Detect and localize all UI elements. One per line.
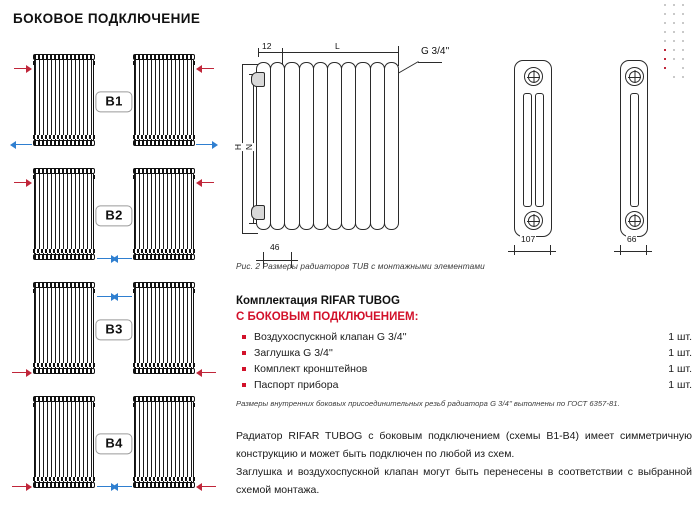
dim-label-N: N [244,143,255,151]
scheme-b3 [0,276,228,384]
page-title: БОКОВОЕ ПОДКЛЮЧЕНИЕ [13,11,201,26]
plug-icon [251,205,265,220]
radiator-bottom-lobes [256,217,398,230]
thread-nut-icon [625,211,644,230]
arrow-red-in-right [196,178,214,187]
arrow-red-in-right [196,482,216,491]
scheme-b1 [0,48,228,156]
bullet-icon [242,367,246,371]
dot [673,13,675,15]
radiator-graphic [133,168,195,260]
kit-item-row [236,345,692,361]
dot [664,4,666,6]
side-profile-3-column [514,60,552,237]
dim-label-66: 66 [627,234,637,244]
radiator-graphic [133,282,195,374]
dim-label-46: 46 [270,242,280,252]
standards-note: Размеры внутренних боковых присоединительных резьб радиатора G 3/4’’ выполнены по ГОСТ 6357-81. [236,399,620,408]
dot [673,4,675,6]
thread-nut-icon [625,67,644,86]
scheme-label-b1: В1 [95,91,132,112]
dim-label-12: 12 [262,41,272,51]
radiator-graphic [33,168,95,260]
paragraph-symmetry: Радиатор RIFAR TUBOG с боковым подключением (схемы В1-В4) имеет симметричную конструкцию и может быть подключен по любой из схем. [236,430,692,460]
figure-caption: Рис. 2 Размеры радиаторов TUB с монтажными элементами [236,261,485,271]
kit-item-row [236,377,692,393]
bullet-icon [242,351,246,355]
kit-item-qty: 1 шт. [668,379,692,391]
figure-front-view [233,30,486,260]
dim-line-L [282,52,398,53]
kit-item-qty: 1 шт. [668,363,692,375]
kit-item-name: Комплект кронштейнов [254,363,368,375]
dot [682,22,684,24]
dot [664,22,666,24]
arrow-red-in-left [12,368,32,377]
dim-line-107 [508,251,556,252]
scheme-b2 [0,162,228,270]
arrow-red-in-left [12,482,32,491]
connection-schemes-column [0,48,228,511]
kit-item-qty: 1 шт. [668,347,692,359]
paragraph-plug-valve: Заглушка и воздухоспускной клапан могут быть перенесены в соответствии с выбранной схемой монтажа. [236,466,692,496]
kit-subtitle: С БОКОВЫМ ПОДКЛЮЧЕНИЕМ: [236,311,419,323]
scheme-label-b2: В2 [95,205,132,226]
dim-label-thread: G 3/4'' [421,46,450,57]
dot [682,4,684,6]
kit-items-list [236,329,692,393]
arrow-red-in-right [196,368,216,377]
kit-item-name: Воздухоспускной клапан G 3/4'' [254,331,407,343]
radiator-graphic [33,282,95,374]
arrow-blue-out-left [10,140,32,149]
side-profile-2-column [620,60,648,237]
dim-label-L: L [335,41,340,51]
dim-line-12 [258,52,282,53]
radiator-graphic [133,54,195,146]
radiator-graphic [133,396,195,488]
bullet-icon [242,383,246,387]
radiator-front-view-graphic [256,62,398,230]
thread-nut-icon [524,211,543,230]
scheme-label-b4: В4 [95,433,132,454]
dim-label-H: H [233,143,244,151]
arrow-red-in-left [14,178,32,187]
kit-item-qty: 1 шт. [668,331,692,343]
scheme-b4 [0,390,228,498]
kit-item-name: Заглушка G 3/4'' [254,347,333,359]
arrow-blue-out-right [196,140,218,149]
radiator-graphic [33,396,95,488]
kit-item-row [236,361,692,377]
radiator-graphic [33,54,95,146]
dot [664,13,666,15]
arrow-blue-left [112,482,132,491]
arrow-blue-left [112,254,132,263]
air-valve-icon [251,72,265,87]
arrow-red-in-right [196,64,214,73]
dim-line-66 [614,251,652,252]
arrow-red-in-left [14,64,32,73]
thread-nut-icon [524,67,543,86]
arrow-blue-left [112,292,132,301]
dot [682,13,684,15]
scheme-label-b3: В3 [95,319,132,340]
kit-item-name: Паспорт прибора [254,379,339,391]
figure-side-views [492,30,692,260]
bullet-icon [242,335,246,339]
kit-title: Комплектация RIFAR TUBOG [236,295,400,307]
dot [673,22,675,24]
dim-label-107: 107 [521,234,536,244]
kit-item-row [236,329,692,345]
radiator-columns [256,74,398,218]
